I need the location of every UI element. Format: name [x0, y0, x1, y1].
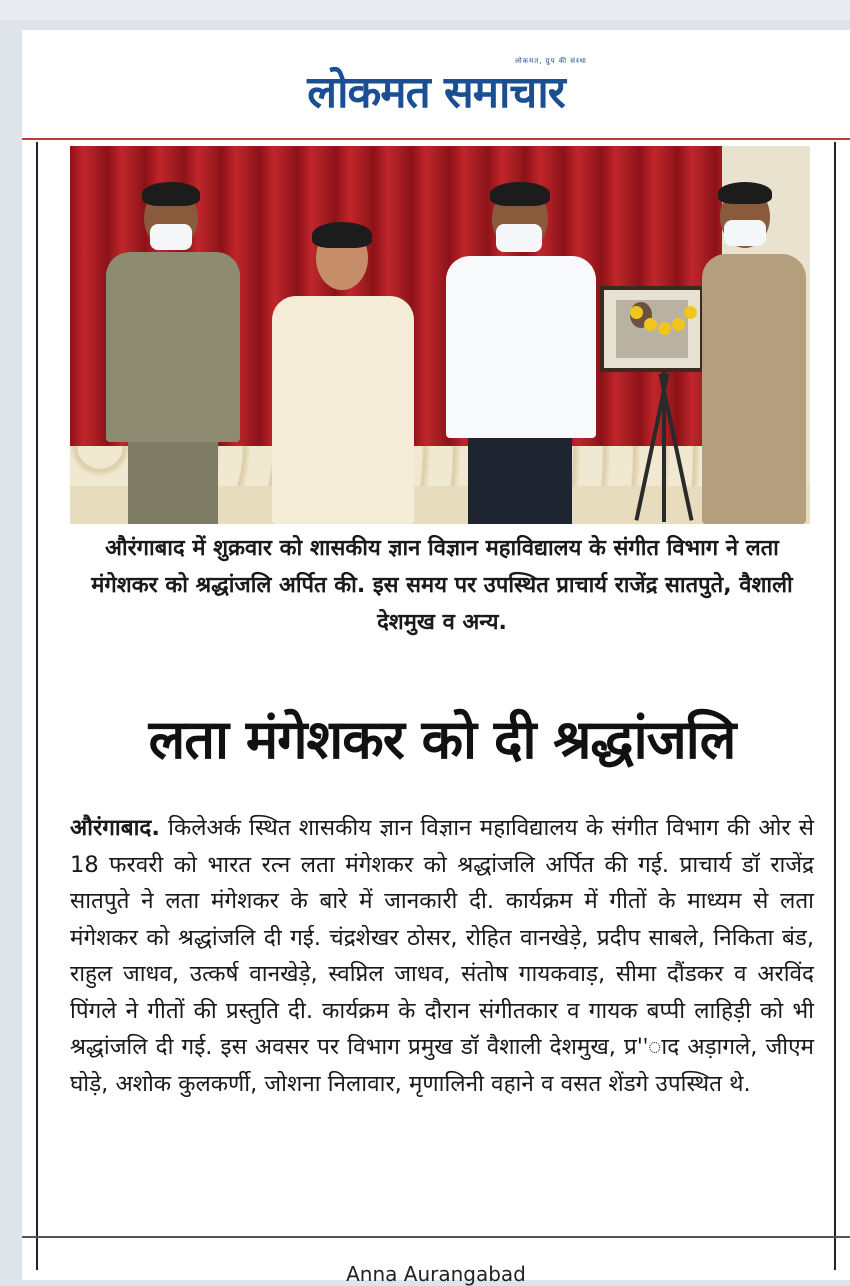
story-text: किलेअर्क स्थित शासकीय ज्ञान विज्ञान महाविद्यालय के संगीत विभाग की ओर से 18 फरवरी को भारत रत्न लता मंगेशकर को श्रद्धांजलि अर्पित की गई. प्राचार्य डॉ राजेंद्र सातपुते ने लता मंगेशकर के बारे में जानकारी दी. कार्यक्रम में गीतों के माध्यम से लता मंगेशकर को श्रद्धांजलि दी गई. चंद्रशेखर ठोसर, रोहित वानखेड़े, प्रदीप साबले, निकिता बंड, राहुल जाधव, उत्कर्ष वानखेड़े, स्वप्निल जाधव, संतोष गायकवाड़, सीमा दौंडकर व अरविंद पिंगले ने गीतों की प्रस्तुति दी. कार्यक्रम के दौरान संगीतकार व गायक बप्पी लाहिड़ी को भी श्रद्धांजलि दी गई. इस अवसर पर विभाग प्रमुख डॉ वैशाली देशमुख, प्र''ाद अड़ागले, जीएम घोड़े, अशोक कुलकर्णी, जोशना निलावार, मृणालिनी वहाने व वसत शेंडगे उपस्थित थे. [70, 815, 814, 1097]
person-2 [268, 226, 418, 524]
event-photo [70, 146, 810, 524]
credit-text: Anna Aurangabad [346, 1262, 526, 1286]
person-3 [442, 186, 600, 524]
bottom-rule [22, 1236, 850, 1238]
person-4 [708, 186, 810, 524]
masthead-title: लोकमत समाचार [307, 67, 565, 118]
masthead [22, 30, 850, 140]
headline: लता मंगेशकर को दी श्रद्धांजलि [148, 708, 736, 771]
person-1 [98, 186, 248, 524]
story-body [70, 810, 814, 1102]
newspaper-clipping [22, 30, 850, 1286]
photo-caption: औरंगाबाद में शुक्रवार को शासकीय ज्ञान विज्ञान महाविद्यालय के संगीत विभाग ने लता मंगेशकर को श्रद्धांजलि अर्पित की. इस समय पर उपस्थित प्राचार्य राजेंद्र सातपुते, वैशाली देशमुख व अन्य. [91, 536, 793, 635]
dateline: औरंगाबाद. [70, 815, 160, 841]
top-bar [0, 0, 850, 20]
masthead-tagline: लोकमत, ग्रुप की संस्था [515, 57, 587, 65]
masthead-rule [22, 138, 850, 140]
